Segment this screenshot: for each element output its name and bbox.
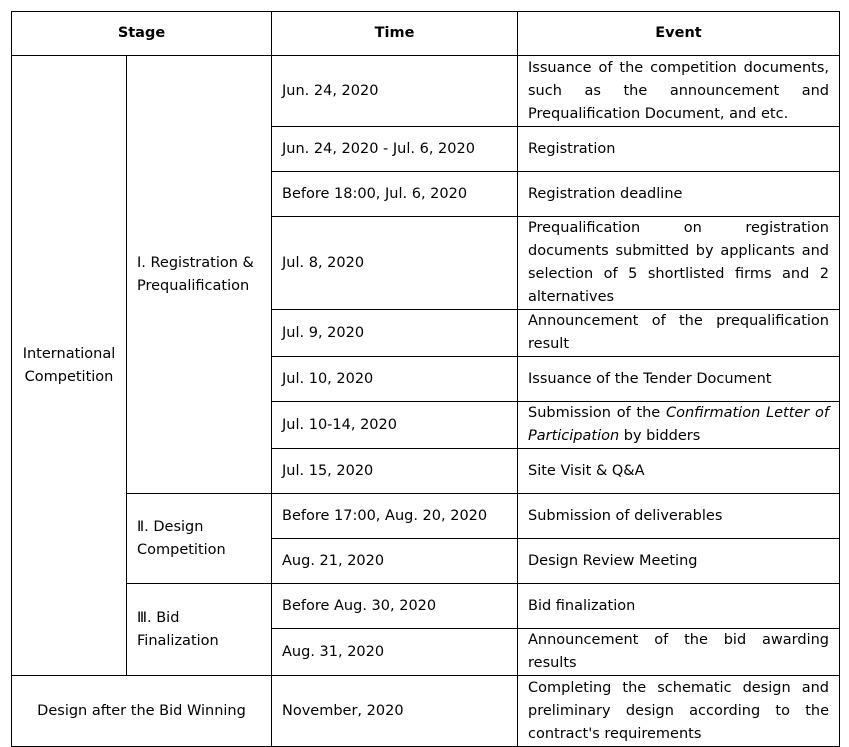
event-cell: Submission of deliverables <box>518 494 840 539</box>
time-cell: Jun. 24, 2020 <box>272 56 518 127</box>
stage-design-competition: Ⅱ. Design Competition <box>127 494 272 584</box>
event-cell: Site Visit & Q&A <box>518 449 840 494</box>
event-text: by bidders <box>619 428 701 444</box>
event-cell: Announcement of the prequalification result <box>518 310 840 357</box>
time-cell: Jun. 24, 2020 - Jul. 6, 2020 <box>272 127 518 172</box>
time-cell: November, 2020 <box>272 676 518 747</box>
header-event: Event <box>518 12 840 56</box>
event-document-name: Confirmation Letter of Participation <box>528 405 829 444</box>
time-cell: Aug. 31, 2020 <box>272 629 518 676</box>
event-cell: Completing the schematic design and preliminary design according to the contract's requirements <box>518 676 840 747</box>
header-time: Time <box>272 12 518 56</box>
event-cell: Design Review Meeting <box>518 539 840 584</box>
phase-international: International Competition <box>12 56 127 676</box>
time-cell: Before 18:00, Jul. 6, 2020 <box>272 172 518 217</box>
time-cell: Before Aug. 30, 2020 <box>272 584 518 629</box>
time-cell: Jul. 10-14, 2020 <box>272 402 518 449</box>
phase-design-after: Design after the Bid Winning <box>12 676 272 747</box>
table-row <box>12 676 840 747</box>
time-cell: Jul. 8, 2020 <box>272 217 518 310</box>
schedule-table <box>11 11 840 747</box>
event-cell: Announcement of the bid awarding results <box>518 629 840 676</box>
table-row <box>12 584 840 629</box>
time-cell: Aug. 21, 2020 <box>272 539 518 584</box>
time-cell: Jul. 10, 2020 <box>272 357 518 402</box>
event-cell <box>518 402 840 449</box>
event-cell: Prequalification on registration documents submitted by applicants and selection of 5 shortlisted firms and 2 alternatives <box>518 217 840 310</box>
table-row <box>12 494 840 539</box>
event-cell: Registration <box>518 127 840 172</box>
header-row <box>12 12 840 56</box>
event-cell: Bid finalization <box>518 584 840 629</box>
stage-registration: Ⅰ. Registration & Prequalification <box>127 56 272 494</box>
time-cell: Before 17:00, Aug. 20, 2020 <box>272 494 518 539</box>
time-cell: Jul. 15, 2020 <box>272 449 518 494</box>
event-cell: Issuance of the Tender Document <box>518 357 840 402</box>
event-text: Submission of the <box>528 405 666 421</box>
table-row <box>12 56 840 127</box>
header-stage: Stage <box>12 12 272 56</box>
event-cell: Issuance of the competition documents, such as the announcement and Prequalification Document, and etc. <box>518 56 840 127</box>
time-cell: Jul. 9, 2020 <box>272 310 518 357</box>
stage-bid-finalization: Ⅲ. Bid Finalization <box>127 584 272 676</box>
event-cell: Registration deadline <box>518 172 840 217</box>
